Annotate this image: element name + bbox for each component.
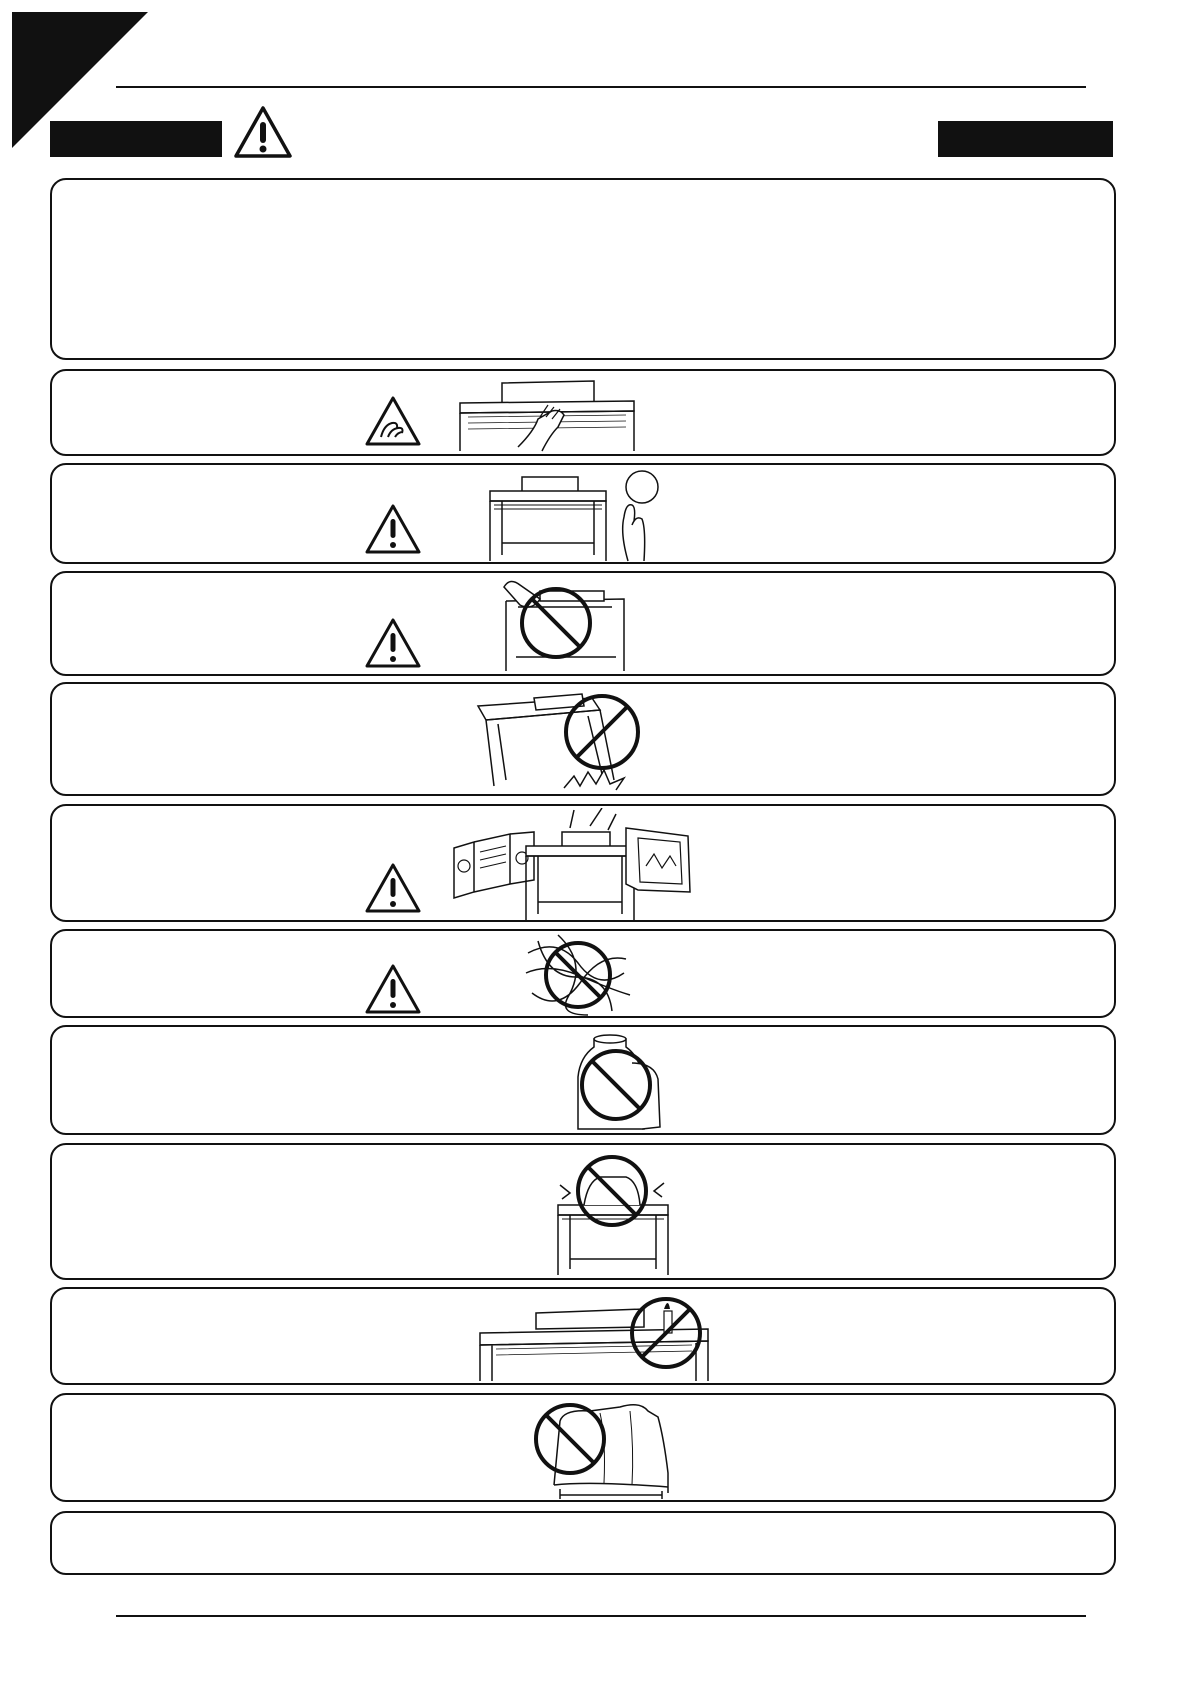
cloth-over-piano-illustration — [530, 1399, 684, 1501]
panel-no-open-flame — [50, 1287, 1116, 1385]
tipping-piano-illustration — [464, 688, 684, 794]
warning-triangle-icon — [364, 862, 422, 914]
stereo-and-tv-illustration — [450, 808, 696, 922]
panel-interference — [50, 804, 1116, 922]
top-rule — [116, 86, 1086, 88]
warning-triangle-icon — [364, 963, 422, 1015]
bottom-rule — [116, 1615, 1086, 1617]
tangled-cable-illustration — [518, 933, 638, 1017]
watering-can-over-piano-illustration — [486, 577, 646, 675]
hand-on-keyboard-cover-illustration — [454, 377, 640, 453]
pinch-hazard-icon — [364, 395, 422, 447]
panel-no-standing — [50, 1143, 1116, 1280]
panel-no-tangled-cords — [50, 929, 1116, 1018]
panel-power-button — [50, 463, 1116, 564]
panel-no-solvents — [50, 1025, 1116, 1135]
candle-on-piano-illustration — [476, 1293, 722, 1383]
panel-no-covering — [50, 1393, 1116, 1502]
solvent-bottles-illustration — [572, 1033, 668, 1133]
warning-triangle-icon — [364, 617, 422, 669]
panel-no-liquids — [50, 571, 1116, 676]
person-on-piano-illustration — [548, 1149, 676, 1277]
warning-triangle-icon — [232, 104, 294, 160]
intro-panel — [50, 178, 1116, 360]
panel-keyboard-cover — [50, 369, 1116, 456]
panel-no-tipping — [50, 682, 1116, 796]
header-left-bar — [50, 121, 222, 157]
finger-pressing-button-illustration — [482, 469, 662, 563]
footer-note-panel — [50, 1511, 1116, 1575]
warning-triangle-icon — [364, 503, 422, 555]
header-right-bar — [938, 121, 1113, 157]
